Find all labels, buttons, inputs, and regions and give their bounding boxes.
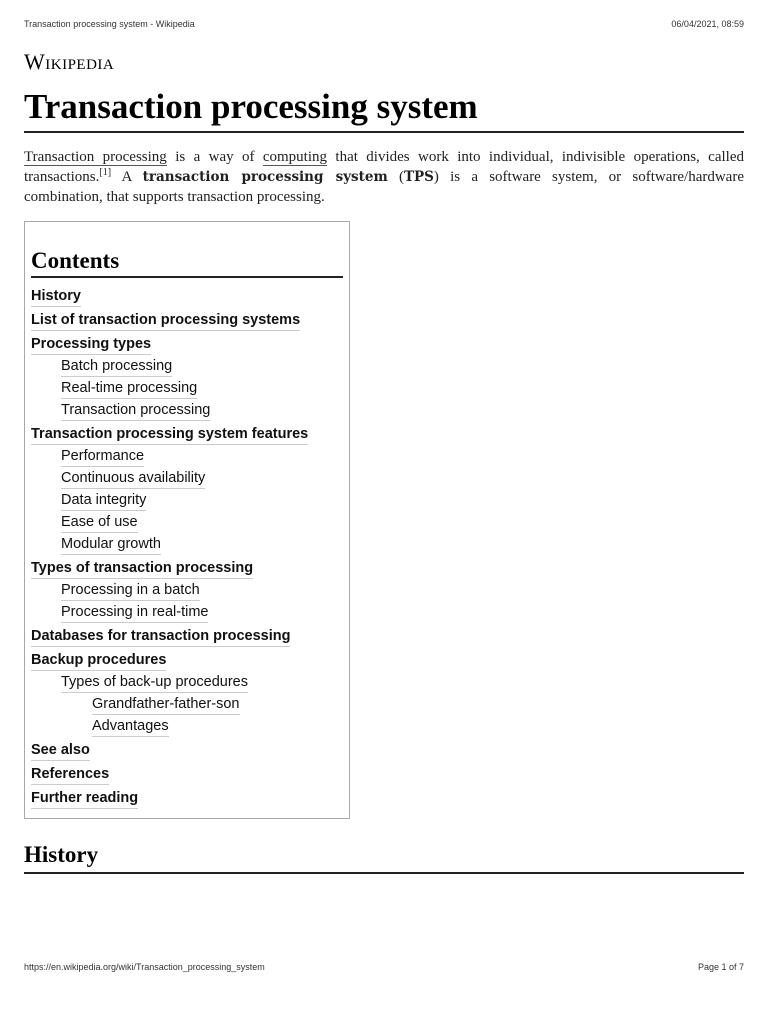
toc-item bbox=[31, 785, 343, 809]
toc-item bbox=[31, 307, 343, 331]
toc-item bbox=[31, 355, 343, 377]
toc-link[interactable]: Processing in real-time bbox=[61, 603, 208, 623]
intro-text-4: ( bbox=[387, 169, 404, 185]
toc-link[interactable]: Real-time processing bbox=[61, 379, 197, 399]
intro-text-1: is a way of bbox=[166, 149, 263, 165]
toc-item bbox=[31, 761, 343, 785]
toc-link[interactable]: Grandfather-father-son bbox=[92, 695, 240, 715]
toc-link[interactable]: History bbox=[31, 287, 81, 307]
intro-text-3: A bbox=[111, 169, 143, 185]
toc-item bbox=[31, 715, 343, 737]
print-footer bbox=[24, 962, 744, 972]
intro-bold-abbrev: TPS bbox=[403, 169, 434, 185]
toc-item bbox=[31, 671, 343, 693]
toc-item bbox=[31, 623, 343, 647]
wikipedia-wordmark[interactable]: Wikipedia bbox=[24, 49, 115, 74]
toc-item bbox=[31, 421, 343, 445]
intro-text-2: that divides work into individual, indivisible operations, called transactions. bbox=[24, 149, 744, 185]
toc-title: Contents bbox=[31, 247, 343, 278]
toc-item bbox=[31, 399, 343, 421]
toc-list bbox=[31, 283, 343, 809]
print-footer-page-number: Page 1 of 7 bbox=[697, 962, 744, 972]
toc-link[interactable]: References bbox=[31, 765, 109, 785]
toc-link[interactable]: Processing in a batch bbox=[61, 581, 200, 601]
toc-item bbox=[31, 737, 343, 761]
link-computing[interactable]: computing bbox=[262, 149, 328, 165]
toc-link[interactable]: Further reading bbox=[31, 789, 138, 809]
print-header bbox=[24, 19, 744, 29]
print-header-title: Transaction processing system - Wikipedia bbox=[24, 19, 195, 29]
toc-link[interactable]: Types of transaction processing bbox=[31, 559, 253, 579]
toc-link[interactable]: Batch processing bbox=[61, 357, 172, 377]
toc-link[interactable]: Continuous availability bbox=[61, 469, 205, 489]
toc-link[interactable]: Transaction processing bbox=[61, 401, 210, 421]
toc-link[interactable]: List of transaction processing systems bbox=[31, 311, 300, 331]
toc-link[interactable]: Backup procedures bbox=[31, 651, 166, 671]
reference-link-1[interactable]: [1] bbox=[99, 167, 112, 178]
intro-bold-term: transaction processing system bbox=[142, 169, 388, 185]
toc-item bbox=[31, 445, 343, 467]
toc-link[interactable]: Advantages bbox=[92, 717, 169, 737]
link-transaction-processing[interactable]: Transaction processing bbox=[24, 149, 167, 165]
toc-item bbox=[31, 601, 343, 623]
intro-text-5: ) is a software system, or software/hardware combination, that supports transaction processing. bbox=[24, 169, 744, 205]
toc-link[interactable]: Data integrity bbox=[61, 491, 146, 511]
toc-item bbox=[31, 511, 343, 533]
toc-item bbox=[31, 647, 343, 671]
toc-link[interactable]: Processing types bbox=[31, 335, 151, 355]
toc-link[interactable]: Types of back-up procedures bbox=[61, 673, 248, 693]
toc-item bbox=[31, 693, 343, 715]
toc-item bbox=[31, 283, 343, 307]
toc-link[interactable]: Performance bbox=[61, 447, 144, 467]
section-heading-history: History bbox=[24, 840, 744, 874]
toc-item bbox=[31, 533, 343, 555]
toc-link[interactable]: Databases for transaction processing bbox=[31, 627, 290, 647]
toc-link[interactable]: Transaction processing system features bbox=[31, 425, 308, 445]
toc-link[interactable]: See also bbox=[31, 741, 90, 761]
print-footer-url: https://en.wikipedia.org/wiki/Transaction_processing_system bbox=[24, 962, 265, 972]
toc-item bbox=[31, 555, 343, 579]
toc-link[interactable]: Modular growth bbox=[61, 535, 161, 555]
table-of-contents bbox=[24, 221, 350, 819]
toc-item bbox=[31, 331, 343, 355]
toc-item bbox=[31, 489, 343, 511]
toc-link[interactable]: Ease of use bbox=[61, 513, 138, 533]
toc-item bbox=[31, 579, 343, 601]
print-header-timestamp: 06/04/2021, 08:59 bbox=[671, 19, 744, 29]
page-title: Transaction processing system bbox=[24, 86, 744, 133]
intro-paragraph bbox=[24, 147, 744, 207]
toc-item bbox=[31, 377, 343, 399]
toc-item bbox=[31, 467, 343, 489]
